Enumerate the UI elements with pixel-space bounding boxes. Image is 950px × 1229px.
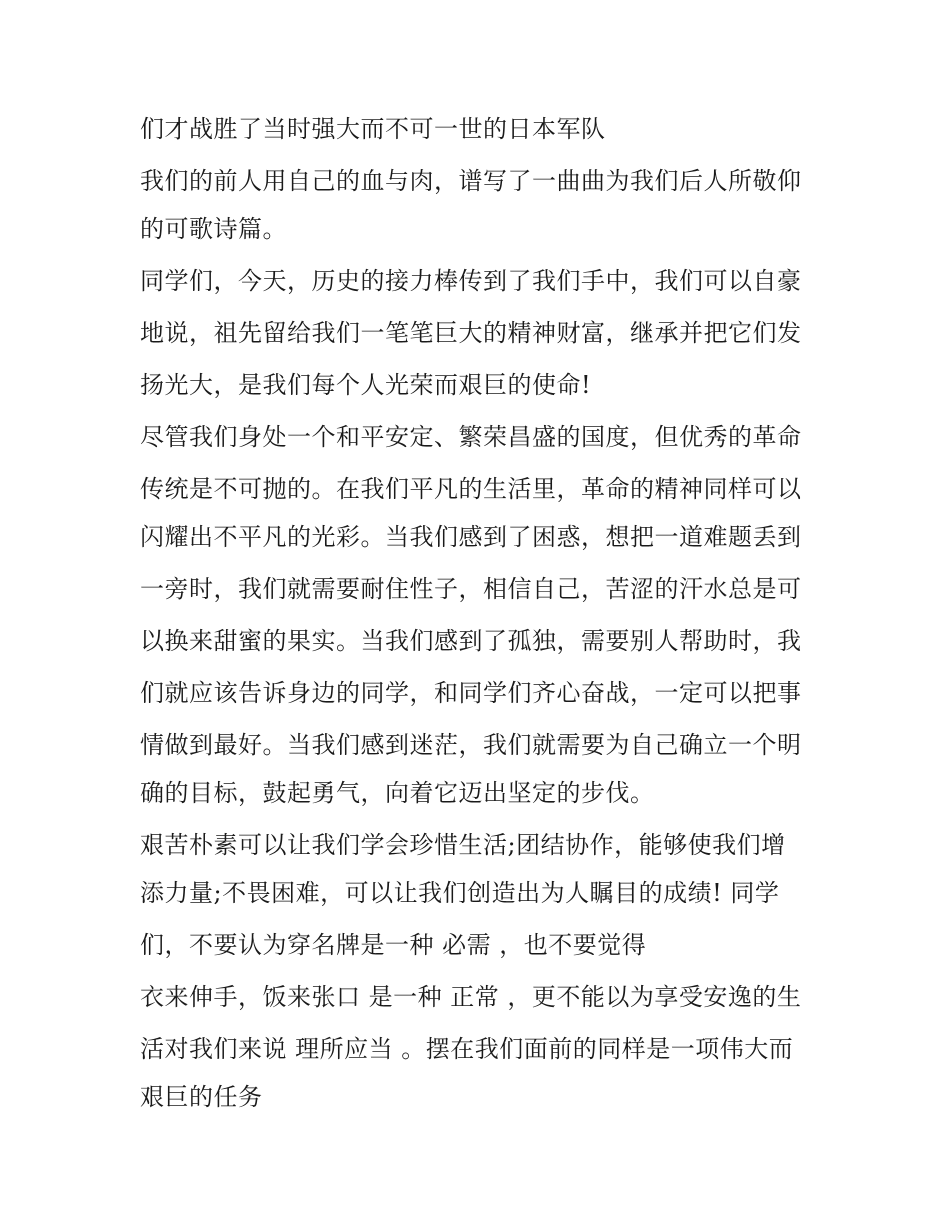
text-line: 艰苦朴素可以让我们学会珍惜生活;团结协作，能够使我们增 bbox=[140, 831, 786, 859]
text-line: 衣来伸手，饭来张口 是一种 正常 ，更不能以为享受安逸的生 bbox=[140, 983, 802, 1011]
text-line: 情做到最好。当我们感到迷茫，我们就需要为自己确立一个明 bbox=[140, 731, 802, 759]
text-line: 扬光大，是我们每个人光荣而艰巨的使命! bbox=[140, 371, 592, 399]
text-line: 闪耀出不平凡的光彩。当我们感到了困惑，想把一道难题丢到 bbox=[140, 523, 802, 551]
text-line: 艰巨的任务 bbox=[140, 1083, 263, 1111]
text-line: 添力量;不畏困难，可以让我们创造出为人瞩目的成绩! 同学 bbox=[140, 879, 780, 907]
text-line: 我们的前人用自己的血与肉，谱写了一曲曲为我们后人所敬仰 bbox=[140, 167, 802, 195]
text-line: 以换来甜蜜的果实。当我们感到了孤独，需要别人帮助时，我 bbox=[140, 627, 802, 655]
text-line: 同学们，今天，历史的接力棒传到了我们手中，我们可以自豪 bbox=[140, 267, 802, 295]
text-line: 们才战胜了当时强大而不可一世的日本军队 bbox=[140, 115, 606, 143]
text-line: 传统是不可抛的。在我们平凡的生活里，革命的精神同样可以 bbox=[140, 475, 802, 503]
text-line: 一旁时，我们就需要耐住性子，相信自己，苦涩的汗水总是可 bbox=[140, 575, 802, 603]
text-line: 地说，祖先留给我们一笔笔巨大的精神财富，继承并把它们发 bbox=[140, 319, 802, 347]
text-line: 尽管我们身处一个和平安定、繁荣昌盛的国度，但优秀的革命 bbox=[140, 423, 802, 451]
text-line: 的可歌诗篇。 bbox=[140, 215, 287, 243]
text-line: 活对我们来说 理所应当 。摆在我们面前的同样是一项伟大而 bbox=[140, 1035, 794, 1063]
text-line: 们就应该告诉身边的同学，和同学们齐心奋战，一定可以把事 bbox=[140, 679, 802, 707]
text-line: 们，不要认为穿名牌是一种 必需 ，也不要觉得 bbox=[140, 931, 647, 959]
text-line: 确的目标，鼓起勇气，向着它迈出坚定的步伐。 bbox=[140, 779, 655, 807]
